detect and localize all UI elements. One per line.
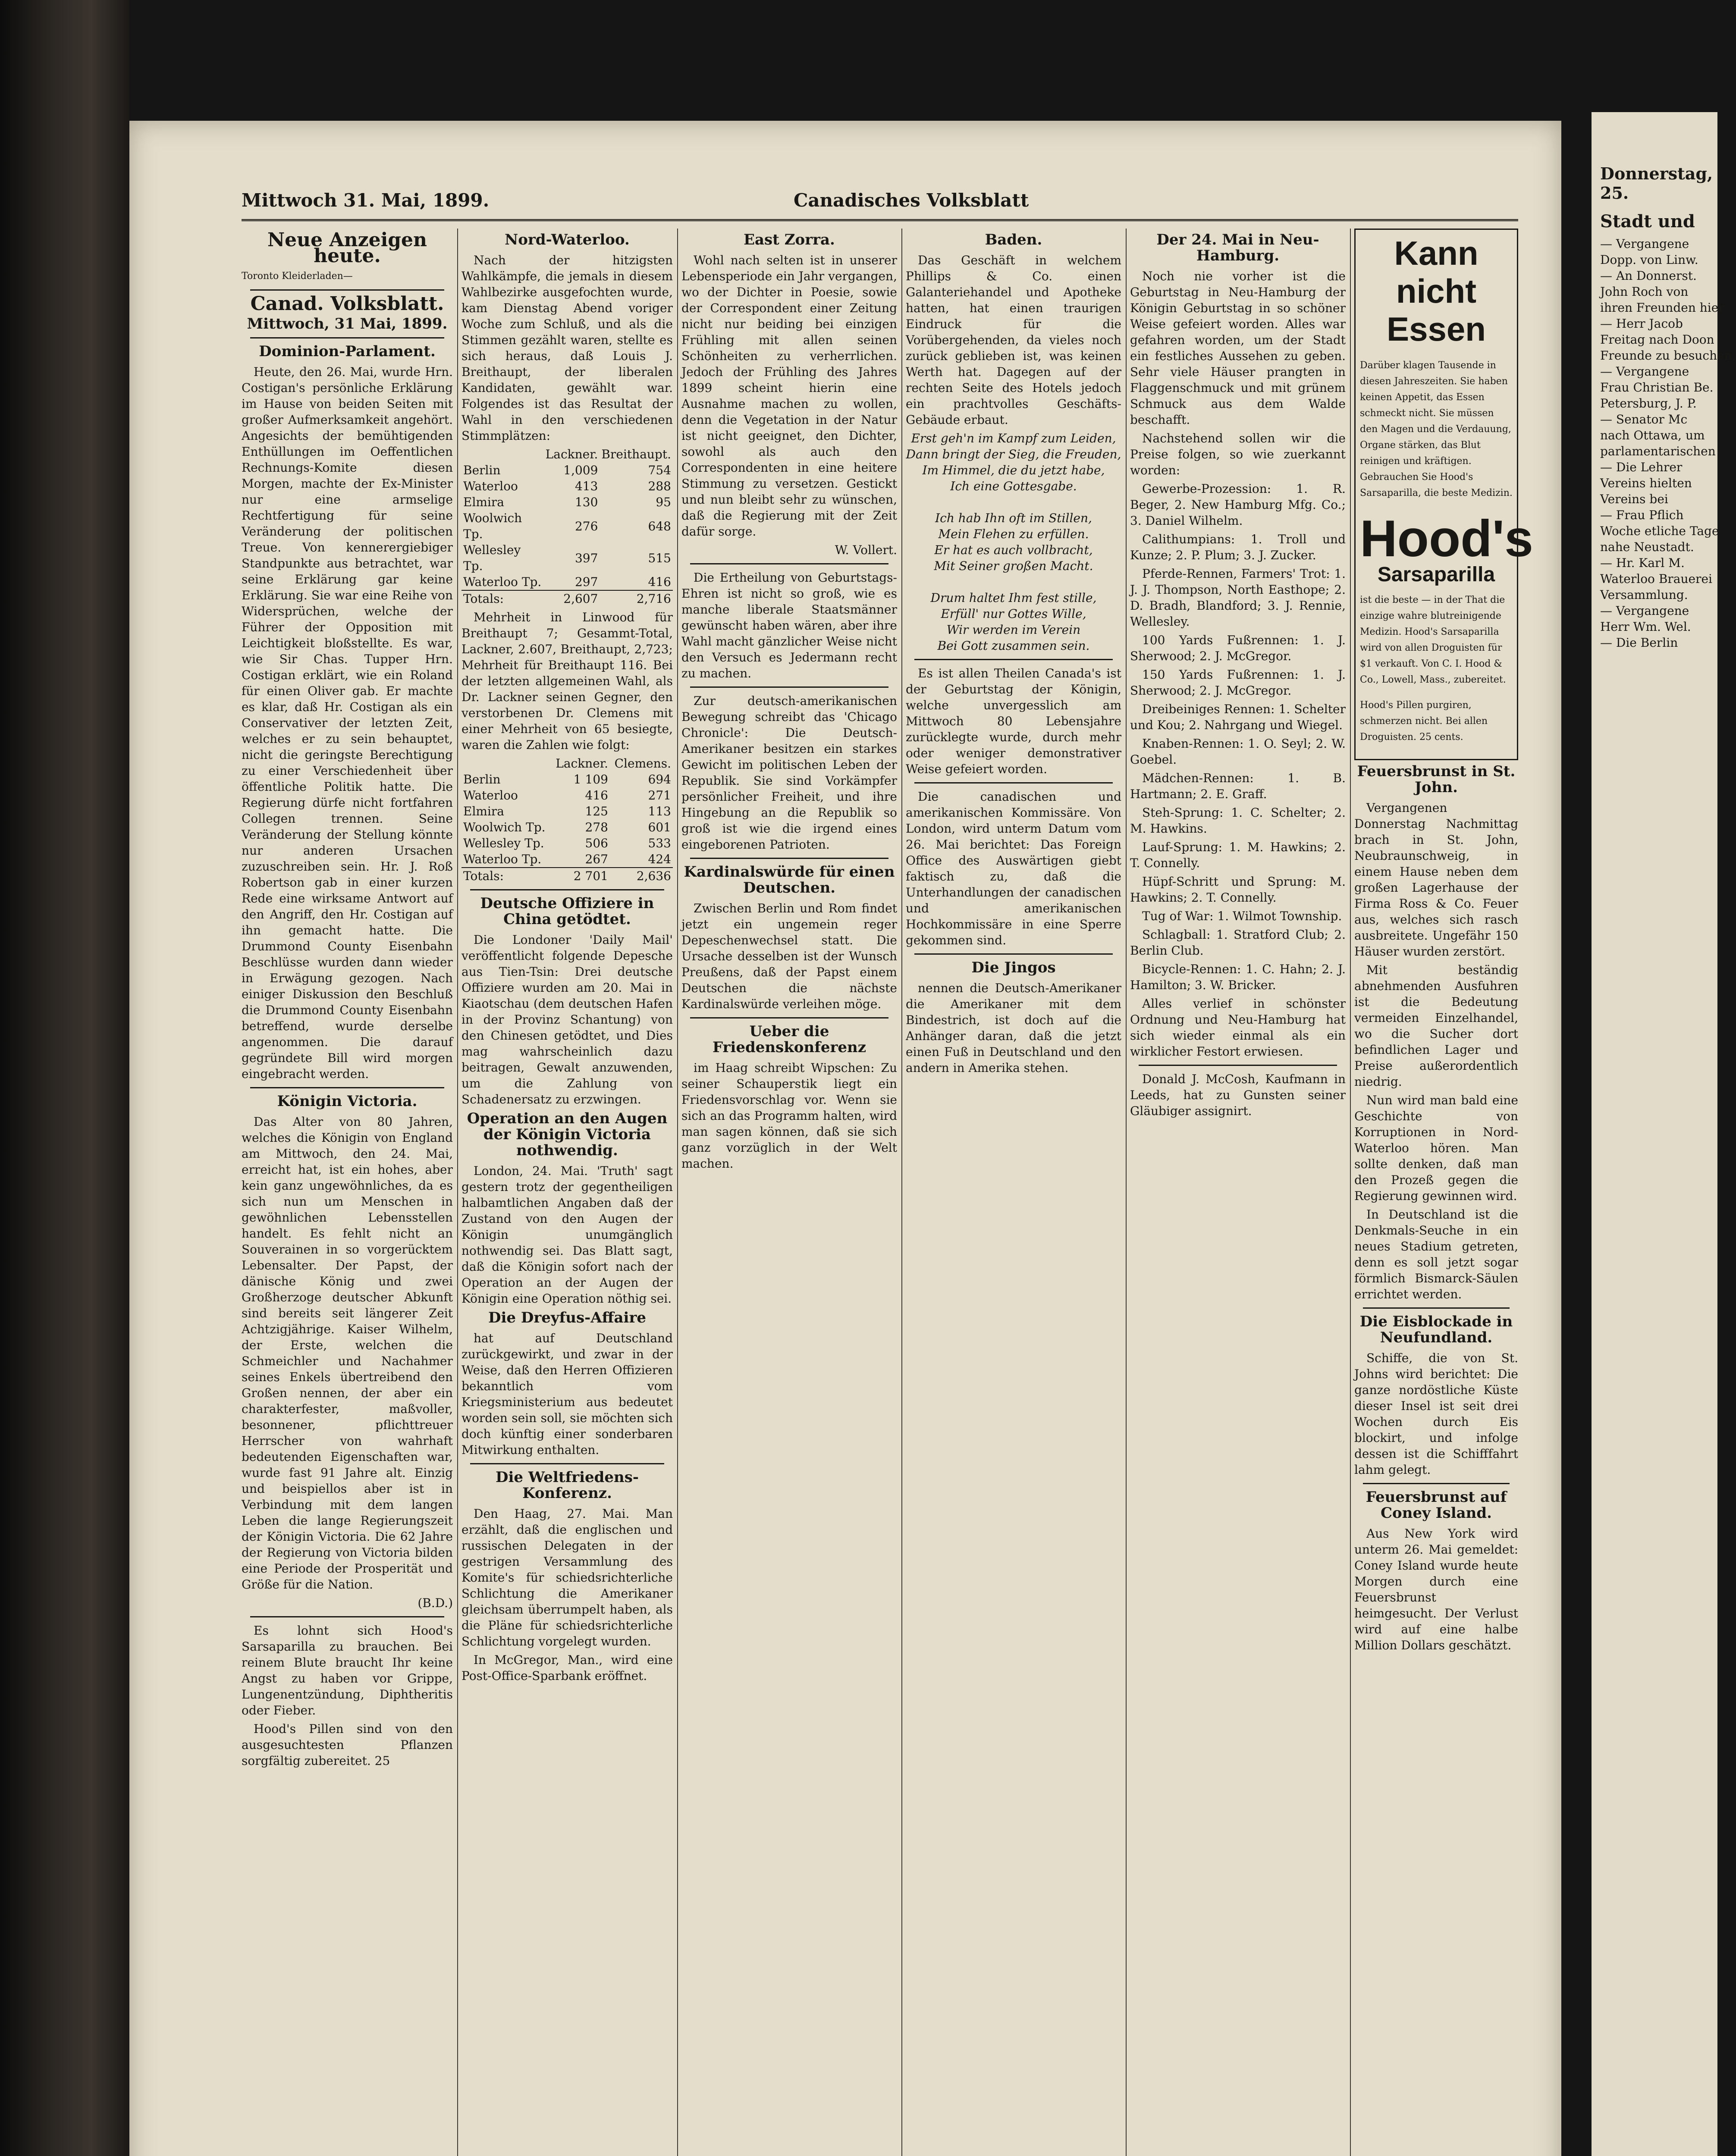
table-cell: Elmira <box>463 804 504 818</box>
article-body: Nun wird man bald eine Geschichte von Korruptionen in Nord-Waterloo hören. Man sollte denken, daß man den Prozeß gegen die Regierung gewinnen wird. <box>1354 1093 1518 1203</box>
table-cell: 2,716 <box>600 590 673 607</box>
ad-headline: Essen <box>1387 310 1486 348</box>
article-body: nennen die Deutsch-Amerikaner die Amerikaner mit dem Bindestrich, ist doch auf die Anhänger daran, daß die jetzt einen Fuß in Deutschland und den andern in Amerika stehen. <box>906 981 1121 1075</box>
article-signature: W. Vollert. <box>835 543 897 557</box>
divider <box>690 858 888 859</box>
table-cell: 267 <box>585 852 608 866</box>
table-cell: Clemens. <box>614 756 671 771</box>
article-title: Baden. <box>985 231 1042 248</box>
table-cell: 2,636 <box>610 868 673 884</box>
text-line: John Roch von <box>1600 285 1689 299</box>
article-title: Nord-Waterloo. <box>505 231 630 248</box>
article-title: East Zorra. <box>744 231 835 248</box>
list-item: Steh-Sprung: 1. C. Schelter; 2. M. Hawkins. <box>1130 805 1346 836</box>
text-line: — Vergangene <box>1600 604 1689 618</box>
table-cell: 113 <box>648 804 671 818</box>
column-3 <box>681 229 897 2156</box>
article-title: Die Dreyfus-Affaire <box>488 1309 647 1326</box>
article-body: Zwischen Berlin und Rom findet jetzt ein ungemein reger Depeschenwechsel statt. Die Ursache desselben ist der Wunsch Preußens, daß der Papst einem Deutschen die nächste Kardinalswürde verleihen möge. <box>681 901 897 1011</box>
text-line: Woche etliche Tage <box>1600 524 1719 538</box>
article-body: In Deutschland ist die Denkmals-Seuche in ein neues Stadium getreten, denn es soll jetzt sogar förmlich Bismarck-Säulen errichtet werden. <box>1354 1207 1518 1301</box>
table-cell: Lackner. <box>545 447 598 461</box>
facing-page <box>1592 112 1736 2156</box>
article-signature: (B.D.) <box>418 1596 453 1610</box>
table-cell: 130 <box>574 495 598 509</box>
poem-line: Ich eine Gottesgabe. <box>950 479 1077 493</box>
article-body: Mehrheit in Linwood für Breithaupt 7; Gesammt-Total, Lackner, 2.607, Breithaupt, 2,723; Mehrheit für Breithaupt 116. Bei der letzten allgemeinen Wahl, als Dr. Lackner seinen Gegner, den verstorbenen Dr. Clemens mit einer Mehrheit von 65 besiegte, waren die Zahlen wie folgt: <box>461 610 673 752</box>
list-item: Pferde-Rennen, Farmers' Trot: 1. J. J. Thompson, North Easthope; 2. D. Bradh, Blandford; 3. J. Rennie, Wellesley. <box>1130 567 1346 629</box>
table-cell: Woolwich Tp. <box>463 511 522 541</box>
ad-brand: Hood's <box>1360 510 1533 567</box>
divider <box>470 889 664 890</box>
divider <box>690 686 888 688</box>
table-cell: 533 <box>648 836 671 850</box>
table-cell: 648 <box>648 519 671 533</box>
table-cell: 424 <box>648 852 671 866</box>
article-body: Die canadischen und amerikanischen Kommissäre. Von London, wird unterm Datum vom 26. Mai berichtet: Das Foreign Office des Auswärtigen giebt faktisch zu, daß die Unterhandlungen der canadischen und amerikanischen Hochkommissäre in eine Sperre gekommen sind. <box>906 790 1121 947</box>
table-cell: 2 701 <box>551 868 610 884</box>
facing-page-heading: Stadt und <box>1600 211 1695 232</box>
results-list <box>1130 481 1346 993</box>
poem-line: Mein Flehen zu erfüllen. <box>938 527 1089 541</box>
article-body: hat auf Deutschland zurückgewirkt, und zwar in der Weise, daß den Herren Offizieren bekanntlich vom Kriegsministerium aus bedeutet worden sein soll, sie möchten sich doch künftig einer sonderbaren Mitwirkung enthalten. <box>461 1331 673 1457</box>
table-cell: Lackner. <box>556 756 608 771</box>
table-cell: 416 <box>648 575 671 589</box>
new-ads-header: Neue Anzeigen heute. <box>267 229 427 267</box>
text-line: — Vergangene <box>1600 364 1689 379</box>
article-body: Die Ertheilung von Geburtstags-Ehren ist nicht so groß, wie es manche liberale Staatsmänner gewünscht haben wären, aber ihre Wahl macht gänzlicher Weise nicht den Versuch es Jedermann recht zu machen. <box>681 570 897 680</box>
text-line: nach Ottawa, um <box>1600 428 1705 442</box>
list-item: Schlagball: 1. Stratford Club; 2. Berlin Club. <box>1130 928 1346 958</box>
article-body: Die Londoner 'Daily Mail' veröffentlicht folgende Depesche aus Tien-Tsin: Drei deutsche Offiziere wurden am 20. Mai in Kiaotschau (dem deutschen Hafen in der Provinz Schantung) von den Chinesen getödtet, und Dies mag wahrscheinlich dazu beitragen, Gewalt anzuwenden, um die Zahlung von Schadenersatz zu erzwingen. <box>461 933 673 1106</box>
table-cell <box>461 755 551 771</box>
divider <box>1363 1307 1510 1309</box>
table-cell: Woolwich Tp. <box>463 820 546 834</box>
table-cell: 297 <box>574 575 598 589</box>
column-4 <box>906 229 1121 2156</box>
text-line: Petersburg, J. P. <box>1600 396 1697 411</box>
article-body: Nachstehend sollen wir die Preise folgen, so wie zuerkannt worden: <box>1130 431 1346 477</box>
article-body: Es ist allen Theilen Canada's ist der Geburtstag der Königin, welche unvergesslich am Mittwoch 80 Lebensjahre zurücklegte wurde, durch mehr oder weniger demonstrativer Weise gefeiert worden. <box>906 666 1121 776</box>
masthead <box>242 190 1518 216</box>
text-line: Vereins bei <box>1600 492 1668 506</box>
table-row <box>461 835 673 851</box>
column-rule <box>457 229 458 2156</box>
text-line: Freunde zu besuchen. <box>1600 348 1736 363</box>
article-body: Mit beständig abnehmenden Ausfuhren ist die Bedeutung vermeiden Einzelhandel, wo die Sucher dort befindlichen Lager und Preise außerordentlich niedrig. <box>1354 963 1518 1089</box>
facing-page-text <box>1600 236 1736 651</box>
table-header <box>461 446 673 462</box>
table-cell: Berlin <box>463 463 501 477</box>
article-body: Vergangenen Donnerstag Nachmittag brach in St. John, Neubraunschweig, in einem Hause neben dem großen Lagerhause der Firma Ross & Co. Feuer aus, welches sich rasch ausbreitete. Ungefähr 150 Häuser wurden zerstört. <box>1354 801 1518 959</box>
table-cell: 1 109 <box>573 772 608 787</box>
text-line: — Senator Mc <box>1600 412 1688 426</box>
book-binding <box>0 0 129 2156</box>
poem-line: Erfüll' nur Gottes Wille, <box>941 607 1086 621</box>
list-item: Knaben-Rennen: 1. O. Seyl; 2. W. Goebel. <box>1130 736 1346 767</box>
poem-line <box>906 494 1121 510</box>
masthead-date: Mittwoch 31. Mai, 1899. <box>242 190 490 211</box>
article-title: Feuersbrunst in St. John. <box>1357 763 1516 796</box>
list-item: Mädchen-Rennen: 1. B. Hartmann; 2. E. Graff. <box>1130 771 1346 801</box>
text-line: — An Donnerst. <box>1600 269 1697 283</box>
table-total-row <box>461 590 673 607</box>
table-cell: 754 <box>648 463 671 477</box>
hoods-advertisement <box>1354 229 1533 760</box>
table-row <box>461 771 673 787</box>
table-cell: Wellesley Tp. <box>463 543 521 573</box>
text-line: parlamentarischen <box>1600 444 1716 458</box>
masthead-paper-name: Canadisches Volksblatt <box>794 190 1029 211</box>
text-line: — Die Berlin <box>1600 636 1678 650</box>
article-title: Die Weltfriedens-Konferenz. <box>496 1469 639 1502</box>
ad-text: ist die beste — in der That die einzige wahre blutreinigende Medizin. Hood's Sarsaparilla wird von allen Droguisten für $1 verkauft. Von C. I. Hood & Co., Lowell, Mass., zubereitet. <box>1360 595 1506 685</box>
ad-text: Darüber klagen Tausende in diesen Jahreszeiten. Sie haben keinen Appetit, das Essen schmeckt nicht. Sie müssen den Magen und die Verdauung, Organe stärken, das Blut reinigen und kräftigen. Gebrauchen Sie Hood's Sarsaparilla, die beste Medizin. <box>1360 360 1513 498</box>
table-cell: 271 <box>648 788 671 802</box>
poem-line: Er hat es auch vollbracht, <box>934 543 1093 557</box>
election-table-2 <box>461 755 673 884</box>
divider <box>250 1616 444 1617</box>
table-cell: Elmira <box>463 495 504 509</box>
divider <box>1139 1065 1337 1066</box>
divider <box>470 1463 664 1464</box>
article-title: Feuersbrunst auf Coney Island. <box>1366 1489 1507 1522</box>
column-rule <box>1350 229 1351 2156</box>
article-body: Zur deutsch-amerikanischen Bewegung schreibt das 'Chicago Chronicle': Die Deutsch-Amerikaner besitzen ein starkes Gewicht im politischen Leben der Republik. Sie sind Vorkämpfer persönlicher Freiheit, und ihre Hingebung an die Republik so groß ist wie die irgend eines eingeborenen Patrioten. <box>681 694 897 852</box>
table-cell: Waterloo <box>463 479 518 493</box>
table-cell: Totals: <box>461 868 551 884</box>
table-total-row <box>461 868 673 884</box>
text-line: — Hr. Karl M. <box>1600 556 1685 570</box>
column-6 <box>1354 229 1533 2156</box>
table-row <box>461 574 673 590</box>
column-rule <box>901 229 902 2156</box>
poem-line: Wir werden im Verein <box>946 623 1081 637</box>
list-item: Lauf-Sprung: 1. M. Hawkins; 2. T. Connelly. <box>1130 840 1346 870</box>
table-cell: 601 <box>648 820 671 834</box>
divider <box>1363 1483 1510 1484</box>
article-body: Das Geschäft in welchem Phillips & Co. einen Galanteriehandel und Apotheke hatten, hat einen traurigen Eindruck für die Vorübergehenden, da vieles noch zurück geblieben ist, was keinen Werth hat. Dagegen auf der rechten Seite des Hotels jedoch ein prachtvolles Geschäfts-Gebäude erbaut. <box>906 253 1121 427</box>
table-cell: 125 <box>585 804 608 818</box>
table-cell: 413 <box>574 479 598 493</box>
divider <box>690 1017 888 1018</box>
table-header <box>461 755 673 771</box>
column-5 <box>1130 229 1346 2156</box>
ad-text: Es lohnt sich Hood's Sarsaparilla zu brauchen. Bei reinem Blute braucht Ihr keine Angst zu haben vor Grippe, Lungenentzündung, Diphtheritis oder Fieber. <box>242 1623 453 1717</box>
column-rule <box>677 229 678 2156</box>
table-row <box>461 819 673 835</box>
article-body: Alles verlief in schönster Ordnung und Neu-Hamburg hat sich wieder einmal als ein wirklicher Festort erwiesen. <box>1130 997 1346 1059</box>
column-rule <box>1126 229 1127 2156</box>
text-line: — Die Lehrer <box>1600 460 1683 474</box>
issue-date: Mittwoch, 31 Mai, 1899. <box>247 315 448 332</box>
article-body: Das Alter von 80 Jahren, welches die Königin von England am Mittwoch, den 24. Mai, erreicht hat, ist ein hohes, aber kein ganz ungewöhnliches, da es sich nun um Menschen in gewöhnlichen Lebensstellen handelt. Es fehlt nicht an Souverainen in so vorgerücktem Lebensalter. Der Papst, der dänische König und zwei Großherzoge deutscher Abkunft sind bereits seit längerer Zeit Achtzigjährige. Kaiser Wilhelm, der Erste, welchen die Schmeichler und Nachahmer seines Enkels übertreibend den Großen nennen, der aber ein charakterfester, maßvoller, besonnener, pflichttreuer Herrscher von wahrhaft bedeutenden Eigenschaften war, wurde fast 91 Jahre alt. Einzig und beispiellos aber ist in Verbindung mit dem langen Leben die lange Regierungszeit der Königin Victoria. Die 62 Jahre der Regierung von Victoria bilden eine Periode der Prosperität und Größe für die Nation. <box>242 1115 453 1592</box>
table-cell: 397 <box>574 551 598 565</box>
article-title: Königin Victoria. <box>277 1093 418 1110</box>
poem-line: Bei Gott zusammen sein. <box>937 639 1090 653</box>
article-body: Nach der hitzigsten Wahlkämpfe, die jemals in diesem Wahlbezirke ausgefochten wurde, kam Dienstag Abend voriger Woche zum Schluß, und als die Stimmen gezählt waren, stellte es sich heraus, daß Louis J. Breithaupt, der liberalen Kandidaten, gewählt war. Folgendes ist das Resultat der Wahl in den verschiedenen Stimmplätzen: <box>461 253 673 443</box>
newspaper-page <box>129 121 1561 2156</box>
list-item: 100 Yards Fußrennen: 1. J. Sherwood; 2. J. McGregor. <box>1130 633 1346 663</box>
table-cell: 278 <box>585 820 608 834</box>
column-2 <box>461 229 673 2156</box>
divider <box>914 659 1113 660</box>
table-row <box>461 478 673 494</box>
text-line: — Vergangene <box>1600 237 1689 251</box>
list-item: Calithumpians: 1. Troll und Kunze; 2. P. Plum; 3. J. Zucker. <box>1130 532 1346 562</box>
table-row <box>461 510 673 542</box>
table-cell: 515 <box>648 551 671 565</box>
table-cell: Totals: <box>461 590 544 607</box>
article-body: im Haag schreibt Wipschen: Zu seiner Schauperstik liegt ein Friedensvorschlag vor. Wenn sie sich an das Programm halten, wird man sagen können, daß sie sich ganz vorzüglich in der Welt machen. <box>681 1061 897 1171</box>
list-item: Tug of War: 1. Wilmot Township. <box>1142 909 1342 923</box>
table-cell: 95 <box>656 495 671 509</box>
text-line: nahe Neustadt. <box>1600 540 1694 554</box>
table-cell: Waterloo <box>463 788 518 802</box>
table-row <box>461 494 673 510</box>
poem-line: Ich hab Ihn oft im Stillen, <box>935 511 1092 525</box>
ad-headline: Kann nicht <box>1394 234 1479 310</box>
table-cell <box>461 446 544 462</box>
article-title: Deutsche Offiziere in China getödtet. <box>480 895 654 928</box>
article-title: Die Jingos <box>971 959 1056 976</box>
table-cell: Breithaupt. <box>601 447 671 461</box>
text-line: Vereins hielten <box>1600 476 1692 490</box>
ad-text: Hood's Pillen purgiren, schmerzen nicht. Bei allen Droguisten. 25 cents. <box>1360 700 1488 743</box>
table-cell: Waterloo Tp. <box>463 852 542 866</box>
ad-text: Hood's Pillen sind von den ausgesuchtesten Pflanzen sorgfältig zubereitet. 25 <box>242 1722 453 1768</box>
list-item: Gewerbe-Prozession: 1. R. Beger, 2. New Hamburg Mfg. Co.; 3. Daniel Wilhelm. <box>1130 482 1346 528</box>
list-item: Hüpf-Schritt und Sprung: M. Hawkins; 2. T. Connelly. <box>1130 874 1346 905</box>
text-line: ihren Freunden hier <box>1600 301 1724 315</box>
masthead-rule <box>242 219 1518 221</box>
divider <box>914 953 1113 955</box>
divider <box>690 563 888 564</box>
article-title: Kardinalswürde für einen Deutschen. <box>684 863 895 896</box>
table-row <box>461 803 673 819</box>
article-title: Der 24. Mai in Neu-Hamburg. <box>1156 231 1319 264</box>
divider <box>250 337 444 338</box>
table-cell: 288 <box>648 479 671 493</box>
divider <box>250 1087 444 1088</box>
table-cell: 1,009 <box>563 463 598 477</box>
table-cell: 276 <box>574 519 598 533</box>
article-body: London, 24. Mai. 'Truth' sagt gestern trotz der gegentheiligen halbamtlichen Angaben daß der Zustand von den Augen der Königin unumgänglich nothwendig sei. Das Blatt sagt, daß die Königin sofort nach der Operation an der Augen der Königin eine Operation nöthig sei. <box>461 1164 673 1306</box>
election-table-1 <box>461 446 673 607</box>
table-cell: 416 <box>585 788 608 802</box>
facing-page-date: Donnerstag, 25. <box>1600 164 1713 203</box>
poem-line <box>906 574 1121 590</box>
article-body: Wohl nach selten ist in unserer Lebensperiode ein Jahr vergangen, wo der Dichter in Poesie, sowie der Correspondent einer Zeitung nicht nur beiding bei einzigen Frühling mit allen seinen Schönheiten zu verherrlichen. Jedoch der Frühling des Jahres 1899 scheint hierin eine Ausnahme machen zu wollen, denn die Vegetation in der Natur ist nicht geeignet, den Dichter, sowohl als auch den Correspondenten in eine heitere Stimmung zu versetzen. Gestickt und nun bleibt sehr zu wünschen, daß die Regierung mit der Zeit dafür sorge. <box>681 253 897 539</box>
poem-line: Drum haltet Ihm fest stille, <box>930 591 1097 605</box>
article-body: Den Haag, 27. Mai. Man erzählt, daß die englischen und russischen Delegaten in der gestrigen Versammlung des Komite's für schiedsrichterliche Schlichtung die Amerikaner gleichsam überrumpelt haben, als die Pläne für schiedsrichterliche Schlichtung vorgelegt wurden. <box>461 1507 673 1648</box>
article-body: Donald J. McCosh, Kaufmann in Leeds, hat zu Gunsten seiner Gläubiger assignirt. <box>1130 1072 1346 1118</box>
text-line: — Frau Pflich <box>1600 508 1684 522</box>
table-row <box>461 462 673 478</box>
table-cell: Wellesley Tp. <box>463 836 544 850</box>
text-line: — Herr Jacob <box>1600 317 1683 331</box>
table-row <box>461 851 673 868</box>
poem-line: Dann bringt der Sieg, die Freuden, <box>906 447 1121 461</box>
table-row <box>461 542 673 574</box>
article-body: In McGregor, Man., wird eine Post-Office-Sparbank eröffnet. <box>461 1653 673 1683</box>
ad-subtitle: Sarsaparilla <box>1377 563 1495 586</box>
column-1 <box>242 229 453 2156</box>
article-title: Die Eisblockade in Neufundland. <box>1359 1313 1513 1346</box>
text-line: Freitag nach Doon <box>1600 332 1714 347</box>
poem-line: Mit Seiner großen Macht. <box>934 559 1093 573</box>
notice-line: Toronto Kleiderladen— <box>242 271 353 282</box>
divider <box>914 782 1113 783</box>
poem-line: Im Himmel, die du jetzt habe, <box>922 463 1105 477</box>
text-line: Herr Wm. Wel. <box>1600 620 1691 634</box>
text-line: Waterloo Brauerei <box>1600 572 1712 586</box>
article-title: Ueber die Friedenskonferenz <box>712 1023 866 1056</box>
article-body: Heute, den 26. Mai, wurde Hrn. Costigan's persönliche Erklärung im Hause von beiden Seiten mit großer Aufmerksamkeit angehört. Angesichts der bemühtigenden Enthüllungen im Oeffentlichen Rechnungs-Komite diesen Morgen, machte der Ex-Minister nur eine armselige Rechtfertigung für seine Veränderung der politischen Treue. Von kennerergiebiger Standpunkte aus betrachtet, war seine Erklärung gar keine Erklärung. Sie war eine Reihe von Widersprüchen, welche der Führer der Opposition mit Leichtigkeit bloßstellte. Es war, wie Sir Chas. Tupper Hrn. Costigan erklärt, wie ein Roland für einen Oliver gab. Er machte es klar, daß Hr. Costigan als ein Conservativer der letzten Zeit, welches er zu sein behauptet, nicht die geringste Berechtigung zu einer Verschiedenheit über öffentliche Politik hatte. Die Regierung dürfe nicht fortfahren Collegen trennen. Seine Veränderung der Stellung könnte nur anderen Ursachen zuzuschreiben sein. Hr. J. Roß Robertson gab in einer kurzen Rede eine wirksame Antwort auf den Angriff, den Hr. Costigan auf ihn gemacht hatte. Die Drummond County Eisenbahn Beschlüsse wurden dann wieder in Erwägung gezogen. Nach einiger Diskussion den Beschluß die Drummond County Eisenbahn betreffend, wurde derselbe angenommen. Die darauf gegründete Bill wird morgen eingebracht werden. <box>242 365 453 1081</box>
article-body: Schiffe, die von St. Johns wird berichtet: Die ganze nordöstliche Küste dieser Insel ist seit drei Wochen durch Eis blockirt, und infolge dessen ist die Schifffahrt lahm gelegt. <box>1354 1351 1518 1477</box>
paper-name: Canad. Volksblatt. <box>250 293 444 315</box>
article-body: Noch nie vorher ist die Geburtstag in Neu-Hamburg der Königin Geburtstag in so schöner Weise gefeiert worden. Alles war gefahren worden, um der Stadt ein festliches Aussehen zu geben. Sehr viele Häuser prangten in Flaggenschmuck und mit grünem Schmuck aus dem Walde beschafft. <box>1130 269 1346 427</box>
text-line: Frau Christian Be. <box>1600 380 1714 395</box>
article-body: Aus New York wird unterm 26. Mai gemeldet: Coney Island wurde heute Morgen durch eine Feuersbrunst heimgesucht. Der Verlust wird auf eine halbe Million Dollars geschätzt. <box>1354 1526 1518 1652</box>
list-item: Dreibeiniges Rennen: 1. Schelter und Kou; 2. Nahrgang und Wiegel. <box>1130 702 1346 732</box>
poem <box>906 430 1121 654</box>
text-line: Dopp. von Linw. <box>1600 253 1698 267</box>
table-cell: 506 <box>585 836 608 850</box>
article-title: Dominion-Parlament. <box>259 343 436 360</box>
table-cell: Berlin <box>463 772 501 787</box>
text-line: Versammlung. <box>1600 588 1688 602</box>
article-title: Operation an den Augen der Königin Victoria nothwendig. <box>467 1110 668 1159</box>
table-cell: 2,607 <box>544 590 600 607</box>
table-row <box>461 787 673 803</box>
list-item: 150 Yards Fußrennen: 1. J. Sherwood; 2. J. McGregor. <box>1130 667 1346 698</box>
list-item: Bicycle-Rennen: 1. C. Hahn; 2. J. Hamilton; 3. W. Bricker. <box>1130 962 1346 992</box>
poem-line: Erst geh'n im Kampf zum Leiden, <box>911 431 1116 445</box>
table-cell: 694 <box>648 772 671 787</box>
table-cell: Waterloo Tp. <box>463 575 542 589</box>
divider <box>250 289 444 291</box>
